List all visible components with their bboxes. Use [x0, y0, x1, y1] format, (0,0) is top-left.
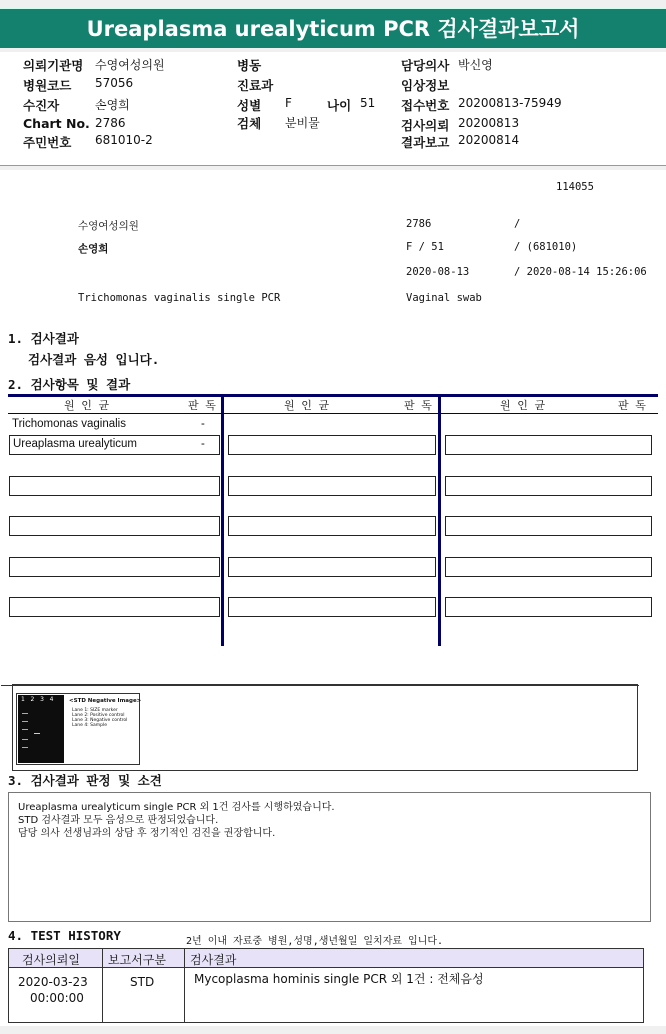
- section3-title: 3. 검사결과 판정 및 소견: [8, 773, 162, 788]
- patient-info-panel: [0, 52, 666, 166]
- row4-box-col1: [9, 516, 220, 536]
- age-value: 51: [360, 96, 376, 110]
- history-col-sep-1: [102, 949, 103, 1022]
- report-value: 20200814: [458, 133, 520, 147]
- doctor-label: 담당의사: [401, 58, 450, 73]
- gel-lane-numbers: 1 2 3 4: [21, 696, 54, 703]
- chart-label: Chart No.: [23, 116, 90, 131]
- chart-value: 2786: [95, 116, 126, 130]
- history-col-result: 검사결과: [190, 953, 237, 967]
- ward-label: 병동: [237, 58, 262, 73]
- row5-box-col1: [9, 557, 220, 577]
- history-row-result: Mycoplasma hominis single PCR 외 1건 : 전체음성: [194, 972, 484, 986]
- gel-lanes-dark: [18, 695, 64, 763]
- gel-legend-1: Lane 1: SIZE marker: [72, 708, 118, 713]
- section1-result: 검사결과 음성 입니다.: [28, 352, 160, 367]
- row2-pathogen: Ureaplasma urealyticum: [13, 438, 137, 450]
- row6-box-col3: [445, 597, 652, 617]
- gel-band: [22, 721, 28, 722]
- summary-specimen: Vaginal swab: [406, 292, 482, 304]
- row2-box-col2: [228, 435, 436, 455]
- specimen-label: 검체: [237, 116, 262, 131]
- col2-judgement-header: 판 독: [404, 399, 432, 412]
- history-row-date: 2020-03-23: [18, 975, 88, 989]
- gel-band: [22, 747, 28, 748]
- col3-judgement-header: 판 독: [618, 399, 646, 412]
- gel-image: [16, 693, 140, 765]
- row6-box-col1: [9, 597, 220, 617]
- summary-sex-age: F / 51: [406, 241, 444, 253]
- history-col-sep-2: [184, 949, 185, 1022]
- gel-legend-2: Lane 2: Positive control: [72, 713, 125, 718]
- row3-box-col3: [445, 476, 652, 496]
- row3-box-col2: [228, 476, 436, 496]
- section2-title: 2. 검사항목 및 결과: [8, 377, 131, 392]
- summary-test-name: Trichomonas vaginalis single PCR: [78, 292, 281, 304]
- row1-pathogen: Trichomonas vaginalis: [12, 418, 126, 430]
- resident-label: 주민번호: [23, 135, 72, 150]
- history-table: [8, 948, 644, 1023]
- hospital-code-value: 57056: [95, 76, 134, 90]
- hospital-code-label: 병원코드: [23, 78, 72, 93]
- col3-pathogen-header: 원 인 균: [500, 399, 546, 412]
- row6-box-col2: [228, 597, 436, 617]
- specimen-value: 분비물: [285, 116, 320, 130]
- receipt-value: 20200813-75949: [458, 96, 562, 110]
- col2-pathogen-header: 원 인 균: [284, 399, 330, 412]
- sex-value: F: [285, 96, 292, 110]
- col1-judgement-header: 판 독: [188, 399, 216, 412]
- row4-box-col2: [228, 516, 436, 536]
- comment-line-1: Ureaplasma urealyticum single PCR 외 1건 검사를 시행하였습니다.: [18, 802, 335, 813]
- id-number: 114055: [556, 181, 594, 193]
- request-label: 검사의뢰: [401, 118, 450, 133]
- summary-patient: 손영희: [78, 243, 109, 255]
- col1-pathogen-header: 원 인 균: [64, 399, 110, 412]
- receiver-label: 수진자: [23, 98, 60, 113]
- report-title: Ureaplasma urealyticum PCR 검사결과보고서: [0, 8, 666, 48]
- summary-date-reported: / 2020-08-14 15:26:06: [514, 266, 647, 278]
- gel-caption: <STD Negative Image>: [69, 698, 142, 704]
- history-col-type: 보고서구분: [108, 953, 166, 967]
- section4-title: 4. TEST HISTORY: [8, 928, 121, 943]
- row5-box-col2: [228, 557, 436, 577]
- comment-line-3: 담당 의사 선생님과의 상담 후 정기적인 검진을 권장합니다.: [18, 828, 276, 839]
- summary-date-received: 2020-08-13: [406, 266, 470, 278]
- grid-divider-1: [221, 394, 224, 646]
- resident-value: 681010-2: [95, 133, 153, 147]
- comment-box: [8, 792, 651, 922]
- receipt-label: 접수번호: [401, 98, 450, 113]
- history-row-type: STD: [130, 975, 155, 989]
- row2-box-col3: [445, 435, 652, 455]
- department-label: 진료과: [237, 78, 274, 93]
- row4-box-col3: [445, 516, 652, 536]
- history-note: 2년 이내 자료중 병원,성명,생년월일 일치자료 입니다.: [186, 936, 444, 947]
- row3-box-col1: [9, 476, 220, 496]
- gel-top-line: [1, 685, 639, 686]
- summary-chart: 2786: [406, 218, 432, 230]
- report-label: 결과보고: [401, 135, 450, 150]
- gel-legend-3: Lane 3: Negative control: [72, 718, 128, 723]
- summary-clinic: 수영여성의원: [78, 220, 139, 232]
- institution-label: 의뢰기관명: [23, 58, 84, 73]
- grid-divider-2: [438, 394, 441, 646]
- clinical-label: 임상정보: [401, 78, 450, 93]
- result-grid: [8, 394, 658, 646]
- section1-title: 1. 검사결과: [8, 331, 79, 346]
- gel-band: [22, 739, 28, 740]
- request-value: 20200813: [458, 116, 520, 130]
- comment-line-2: STD 검사결과 모두 음성으로 판정되었습니다.: [18, 815, 219, 826]
- history-header-row: [9, 949, 643, 968]
- gel-band: [22, 729, 28, 730]
- gel-image-frame: [12, 684, 638, 771]
- history-col-date: 검사의뢰일: [22, 953, 80, 967]
- row1-result: -: [201, 418, 205, 430]
- gel-legend-4: Lane 4: Sample: [72, 723, 107, 728]
- summary-birth: / (681010): [514, 241, 578, 253]
- summary-slash: /: [514, 218, 521, 230]
- row5-box-col3: [445, 557, 652, 577]
- sex-label: 성별: [237, 98, 262, 113]
- receiver-value: 손영희: [95, 98, 130, 112]
- gel-band: [22, 713, 28, 714]
- report-sheet: [0, 170, 666, 1026]
- row2-result: -: [201, 438, 205, 450]
- gel-band: [34, 733, 40, 734]
- row2-box: [9, 435, 220, 455]
- institution-value: 수영여성의원: [95, 58, 165, 72]
- age-label: 나이: [327, 98, 352, 113]
- history-row-time: 00:00:00: [30, 991, 84, 1005]
- doctor-value: 박신영: [458, 58, 493, 72]
